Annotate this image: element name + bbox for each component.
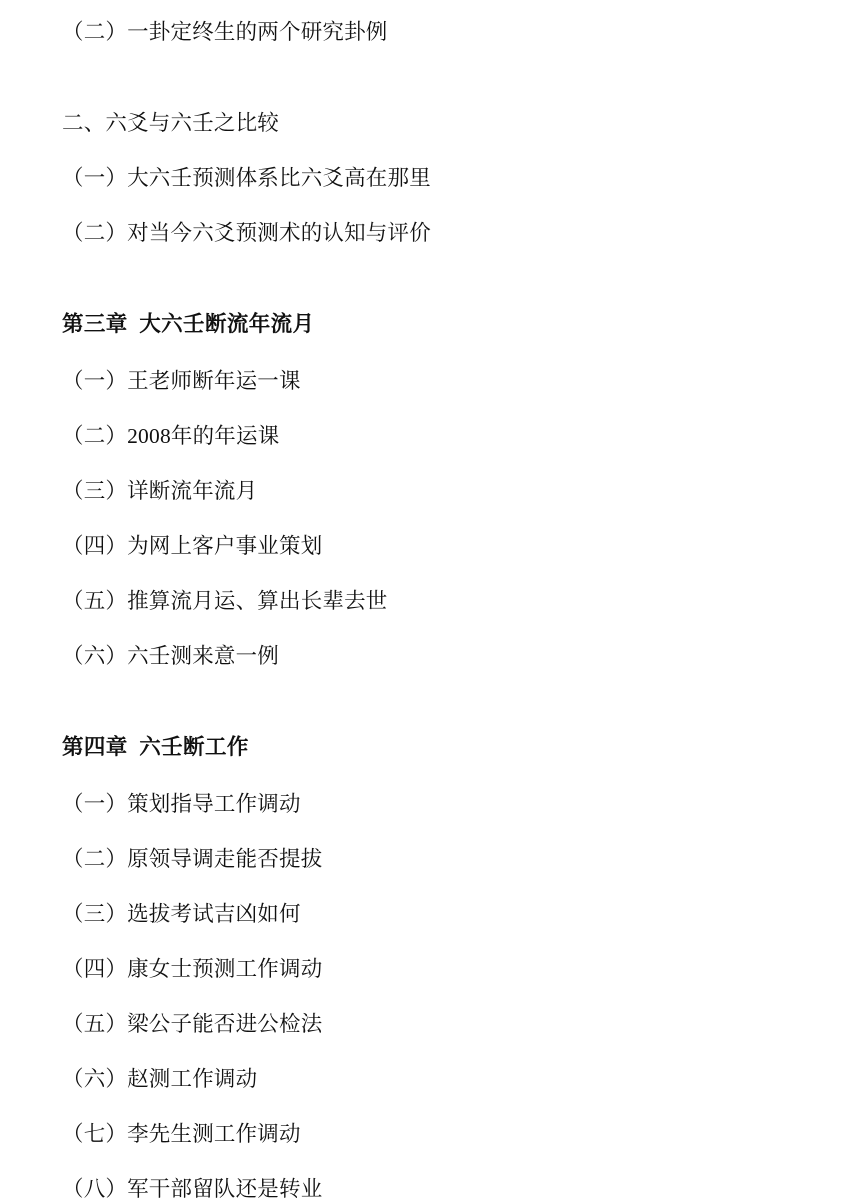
toc-entry: （二）原领导调走能否提拔 [62,847,323,872]
toc-entry: （四）为网上客户事业策划 [62,534,323,559]
toc-chapter-heading: 第三章 大六壬断流年流月 [62,312,315,337]
toc-entry: （二）一卦定终生的两个研究卦例 [62,20,388,44]
spacer [62,274,804,310]
toc-entry: （四）康女士预测工作调动 [62,957,323,982]
toc-entry: （八）军干部留队还是转业 [62,1177,323,1202]
toc-entry: （七）李先生测工作调动 [62,1122,301,1147]
toc-entry: （三）选拔考试吉凶如何 [62,902,301,927]
toc-entry: （五）推算流月运、算出长辈去世 [62,589,388,614]
toc-chapter-heading: 第四章 六壬断工作 [62,735,249,760]
toc-entry: （二）对当今六爻预测术的认知与评价 [62,221,431,246]
toc-entry: （一）策划指导工作调动 [62,792,301,817]
toc-entry: （一）大六壬预测体系比六爻高在那里 [62,166,431,191]
spacer [62,73,804,109]
toc-entry: （一）王老师断年运一课 [62,369,301,394]
toc-section-heading: 二、六爻与六壬之比较 [62,111,280,136]
spacer [62,697,804,733]
toc-entry: （二）2008年的年运课 [62,424,280,449]
toc-entry: （五）梁公子能否进公检法 [62,1012,323,1037]
toc-entry: （三）详断流年流月 [62,479,258,504]
toc-entry: （六）赵测工作调动 [62,1067,258,1092]
toc-entry: （六）六壬测来意一例 [62,644,280,669]
